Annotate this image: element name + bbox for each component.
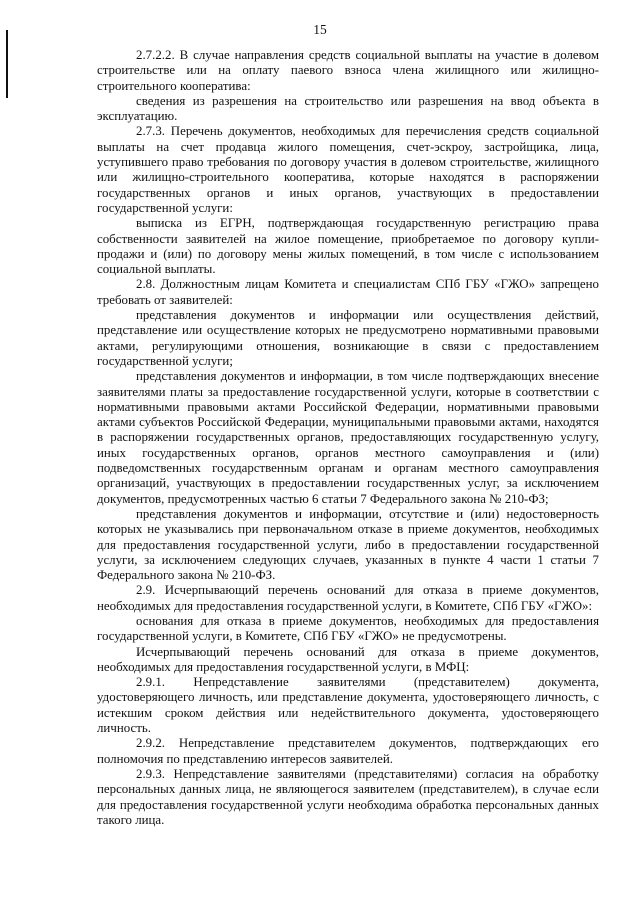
- paragraph: представления документов и информации или осуществления действий, представление или осуществление которых не предусмотрено нормативными правовыми актами, регулирующими отношения, возникающие в связи с предоставлением государственной услуги;: [97, 308, 599, 368]
- paragraph: 2.9.1. Непредставление заявителями (представителем) документа, удостоверяющего личность, или представление документа, удостоверяющего личность, с истекшим сроком действия или недействительного документа, удостоверяющего личность.: [97, 675, 599, 736]
- paragraph: выписка из ЕГРН, подтверждающая государственную регистрацию права собственности заявителей на жилое помещение, приобретаемое по договору купли-продажи и (или) по договору мены жилых помещений, в том числе с использованием социальной выплаты.: [97, 216, 599, 277]
- paragraph: 2.7.3. Перечень документов, необходимых для перечисления средств социальной выплаты на счет продавца жилого помещения, счет-эскроу, застройщика, лица, уступившего право требования по договору участия в долевом строительстве, жилищного или жилищно-строительного кооператива, которые находятся в распоряжении государственных органов и иных органов, участвующих в предоставлении государственной услуги:: [97, 124, 599, 215]
- paragraph: представления документов и информации, в том числе подтверждающих внесение заявителями платы за предоставление государственной услуги, которые в соответствии с нормативными правовыми актами Российской Федерации, нормативными правовыми актами субъектов Российской Федерации, муниципальными правовыми актами, находятся в распоряжении государственных органов, предоставляющих государственную услугу, иных государственных органов, органов местного самоуправления и (или) подведомственных государственным органам и органам местного самоуправления организаций, участвующих в предоставлении государственных услуг, за исключением документов, предусмотренных частью 6 статьи 7 Федерального закона № 210-ФЗ;: [97, 369, 599, 506]
- binding-margin-line: [6, 30, 8, 98]
- paragraph: основания для отказа в приеме документов, необходимых для предоставления государственной услуги, в Комитете, СПб ГБУ «ГЖО» не предусмотрены.: [97, 613, 599, 644]
- paragraph: 2.8. Должностным лицам Комитета и специалистам СПб ГБУ «ГЖО» запрещено требовать от заявителей:: [97, 277, 599, 307]
- page-number: 15: [313, 22, 327, 37]
- paragraph: Исчерпывающий перечень оснований для отказа в приеме документов, необходимых для предоставления государственной услуги, в МФЦ:: [97, 644, 599, 674]
- paragraph: сведения из разрешения на строительство или разрешения на ввод объекта в эксплуатацию.: [97, 93, 599, 124]
- paragraph: 2.9.3. Непредставление заявителями (представителями) согласия на обработку персональных данных лица, не являющегося заявителем (представителем), в случае если для предоставления государственной услуги необходима обработка персональных данных такого лица.: [97, 766, 599, 827]
- paragraph: 2.9. Исчерпывающий перечень оснований для отказа в приеме документов, необходимых для предоставления государственной услуги, в Комитете, СПб ГБУ «ГЖО»:: [97, 583, 599, 613]
- paragraph: 2.9.2. Непредставление представителем документов, подтверждающих его полномочия по представлению интересов заявителей.: [97, 736, 599, 766]
- paragraph: представления документов и информации, отсутствие и (или) недостоверность которых не указывались при первоначальном отказе в приеме документов, необходимых для предоставления государственной услуги, либо в предоставлении государственной услуги, за исключением следующих случаев, указанных в пункте 4 части 1 статьи 7 Федерального закона № 210-ФЗ.: [97, 506, 599, 583]
- paragraph: 2.7.2.2. В случае направления средств социальной выплаты на участие в долевом строительстве или на оплату паевого взноса члена жилищного или жилищно-строительного кооператива:: [97, 48, 599, 93]
- document-body: [97, 48, 599, 828]
